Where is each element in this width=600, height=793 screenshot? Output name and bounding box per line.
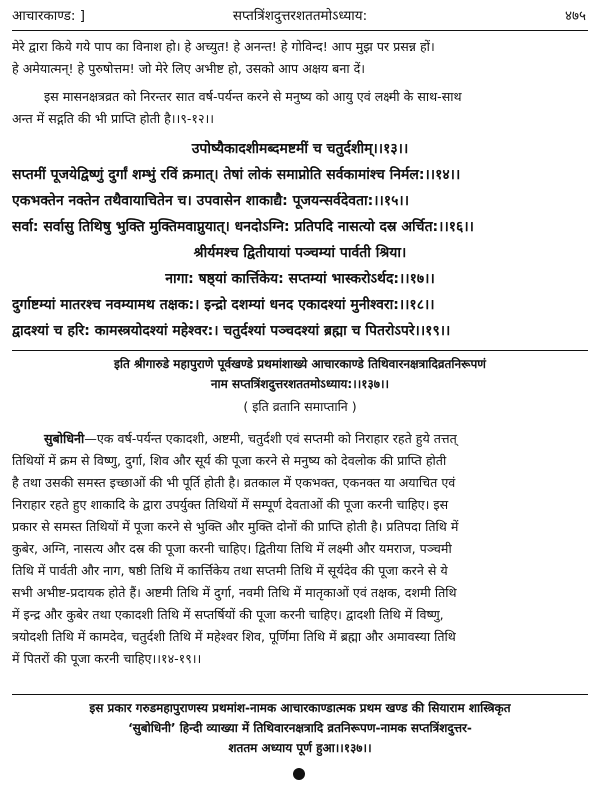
second-line: इस मासनक्षत्रव्रत को निरन्तर सात वर्ष-पर्यन्त करने से मनुष्य को आयु एवं लक्ष्मी के साथ-साथ	[44, 89, 462, 104]
page-number: ४७५	[564, 8, 586, 24]
intro-line: हे अमेयात्मन्! हे पुरुषोत्तम! जो मेरे लिए अभीष्ट हो, उसको आप अक्षय बना दें।	[12, 61, 366, 76]
colophon-rule	[12, 694, 588, 695]
commentary-line: निराहार रहते हुए शाकादि के द्वारा उपर्युक्त तिथियों में सम्पूर्ण देवताओं की पूजा करनी चाहिए। इस	[12, 497, 449, 512]
verse-line: दुर्गाष्टम्यां मातरश्च नवम्यामथ तक्षक:। इन्द्रो दशम्यां धनद एकादश्यां मुनीश्वरा:।।१८।।	[12, 297, 435, 313]
chapter-end-line: इति श्रीगारुडे महापुराणे पूर्वखण्डे प्रथमांशाख्ये आचारकाण्डे तिथिवारनक्षत्रादिव्रतनिरूपणं	[114, 357, 486, 371]
commentary-title: सुबोधिनी	[44, 431, 85, 446]
commentary-line: है तथा उसकी समस्त इच्छाओं की भी पूर्ति होती है। व्रतकाल में एकभक्त, एकनक्त या अयाचित एवं	[12, 475, 456, 490]
chapter-end-line: नाम सप्तत्रिंशदुत्तरशततमोऽध्याय:।।१३७।।	[210, 377, 390, 391]
commentary-line: प्रकार से समस्त तिथियों में पूजा करने से भुक्ति और मुक्ति दोनों की प्राप्ति होती है। प्रतिपदा तिथि में	[12, 519, 459, 534]
header-section-title: आचारकाण्ड: ]	[12, 8, 85, 24]
commentary-paragraph	[12, 428, 588, 670]
chapter-end-colophon	[12, 354, 588, 394]
chapter-end-sub	[12, 396, 588, 418]
colophon-line: इस प्रकार गरुडमहापुराणस्य प्रथमांश-नामक आचारकाण्डात्मक प्रथम खण्ड की सियाराम शास्त्रिकृत	[89, 701, 511, 715]
verse-line: एकभक्तेन नक्तेन तथैवायाचितेन च। उपवासेन शाकाद्यै: पूजयन्सर्वदेवता:।।१५।।	[12, 193, 410, 209]
end-bullet-icon	[293, 768, 305, 780]
intro-paragraph	[12, 36, 588, 80]
verse-line: द्वादश्यां च हरि: कामस्त्रयोदश्यां महेश्वर:। चतुर्दश्यां पञ्चदश्यां ब्रह्मा च पितरोऽपरे।।१९।।	[12, 323, 451, 339]
second-line: अन्त में सद्गति की भी प्राप्ति होती है।।९-१२।।	[12, 111, 215, 126]
header-chapter-title: सप्तत्रिंशदुत्तरशततमोऽध्याय:	[232, 8, 368, 24]
page-header	[12, 6, 588, 28]
commentary-line: तिथियों में क्रम से विष्णु, दुर्गा, शिव और सूर्य की पूजा करने से मनुष्य को देवलोक की प्राप्ति होती	[12, 453, 447, 468]
chapter-end-sub-text: ( इति व्रतानि समाप्तानि )	[243, 399, 357, 414]
chapter-end-rule	[12, 350, 588, 351]
commentary-first-text: —एक वर्ष-पर्यन्त एकादशी, अष्टमी, चतुर्दशी एवं सप्तमी को निराहार रहते हुये तत्तत्	[84, 431, 457, 446]
book-page	[12, 0, 588, 793]
header-rule	[12, 30, 588, 31]
intro-line: मेरे द्वारा किये गये पाप का विनाश हो। हे अच्युत! हे अनन्त! हे गोविन्द! आप मुझ पर प्रसन्न हों।	[12, 39, 435, 54]
verse-line: सर्वा: सर्वासु तिथिषु भुक्ति मुक्तिमवाप्नुयात्। धनदोऽग्नि: प्रतिपदि नासत्यो दस्र अर्चित:।।१६।।	[12, 219, 474, 235]
verse-line: उपोष्यैकादशीमब्दमष्टमीं च चतुर्दशीम्।।१३।।	[191, 141, 409, 157]
commentary-line: कुबेर, अग्नि, नासत्य और दस्र की पूजा करनी चाहिए। द्वितीया तिथि में लक्ष्मी और यमराज, पञ्चमी	[12, 541, 452, 556]
second-paragraph	[12, 86, 588, 130]
commentary-line: में पितरों की पूजा करनी चाहिए।।१४-१९।।	[12, 651, 202, 666]
commentary-first-line	[12, 428, 588, 450]
commentary-line: तिथि में पार्वती और नाग, षष्ठी तिथि में कार्त्तिकेय तथा सप्तमी तिथि में सूर्यदेव की पूजा करने से ये	[12, 563, 448, 578]
colophon-line: शततम अध्याय पूर्ण हुआ।।१३७।।	[228, 741, 372, 755]
sanskrit-verses	[12, 136, 588, 344]
commentary-line: त्रयोदशी तिथि में कामदेव, चतुर्दशी तिथि में महेश्वर शिव, पूर्णिमा तिथि में ब्रह्मा और अमावस्या तिथि	[12, 629, 456, 644]
verse-line: सप्तमीं पूजयेद्विष्णुं दुर्गां शम्भुं रविं क्रमात्। तेषां लोकं समाप्नोति सर्वकामांश्च निर्मल:।।१४।।	[12, 167, 461, 183]
commentary-line: में इन्द्र और कुबेर तथा एकादशी तिथि में सप्तर्षियों की पूजा करनी चाहिए। द्वादशी तिथि में विष्णु,	[12, 607, 444, 622]
colophon-line: ‘सुबोधिनी’ हिन्दी व्याख्या में तिथिवारनक्षत्रादि व्रतनिरूपण-नामक सप्तत्रिंशदुत्तर-	[128, 721, 472, 735]
verse-line: श्रीर्यमश्च द्वितीयायां पञ्चम्यां पार्वती श्रिया।	[193, 245, 407, 261]
commentary-line: सभी अभीष्ट-प्रदायक होते हैं। अष्टमी तिथि में दुर्गा, नवमी तिथि में मातृकाओं एवं तक्षक, दशमी तिथि	[12, 585, 457, 600]
verse-line: नागा: षष्ठ्यां कार्त्तिकेय: सप्तम्यां भास्करोऽर्थद:।।१७।।	[165, 271, 435, 287]
chapter-colophon	[12, 698, 588, 758]
